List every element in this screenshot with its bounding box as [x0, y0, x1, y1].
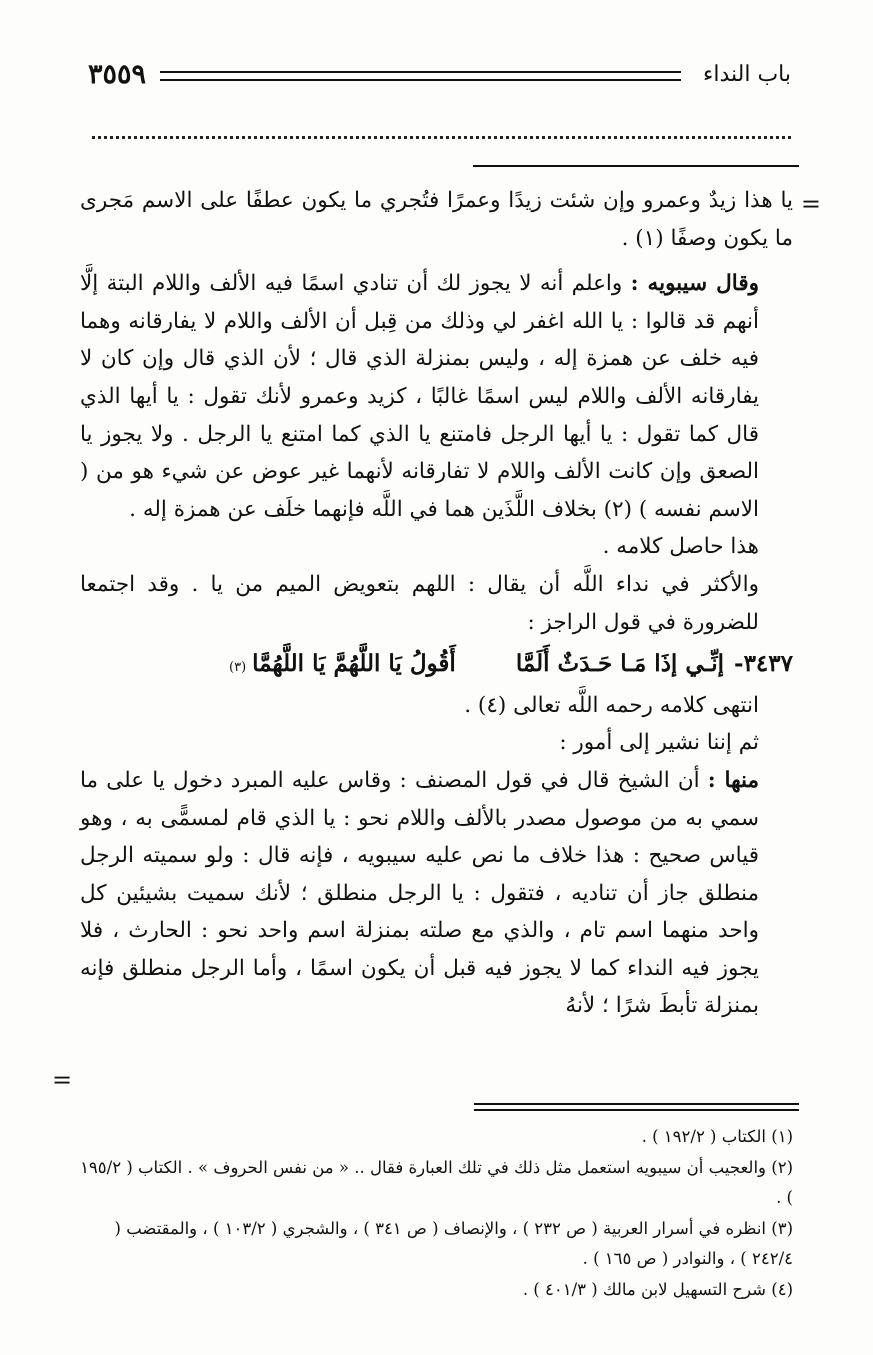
verse-number: ٣٤٣٧-	[734, 650, 793, 678]
poetry-verse	[80, 645, 793, 687]
main-text	[80, 182, 793, 1025]
section-rule	[473, 165, 799, 167]
paragraph-6: ثم إننا نشير إلى أمور :	[559, 730, 759, 756]
header-rule	[160, 71, 681, 81]
minha-lead: منها :	[707, 767, 760, 793]
footnote-2: (٢) والعجيب أن سيبويه استعمل مثل ذلك في تلك العبارة فقال .. « من نفس الحروف » . الكتاب ( ١٩٥/٢ ) .	[80, 1157, 793, 1207]
paragraph-7-text: أن الشيخ قال في قول المصنف : وقاس عليه المبرد دخول يا على ما سمي به من موصول مصدر بالألف واللام نحو : يا الذي قام لمسمًّى به ، وهو قياس صحيح : هذا خلاف ما نص عليه سيبويه ، فإنه قال : ولو سميته الرجل منطلق جاز أن تناديه ، فتقول : يا الرجل منطلق ؛ لأنك سميت بشيئين كل واحد منهما اسم تام ، والذي مع صلته بمنزلة اسم واحد نحو : الحارث ، فلا يجوز فيه النداء كما لا يجوز فيه قبل أن يكون اسمًا ، وأما الرجل منطلق فإنه بمنزلة تأبطَ شرًا ؛ لأنهُ	[80, 767, 759, 1019]
footnote-1: (١) الكتاب ( ١٩٢/٢ ) .	[641, 1127, 793, 1146]
verse-first-hemistich: إنِّـي إذَا مَـا حَـدَثٌ أَلَمَّا	[515, 650, 725, 678]
footnotes	[80, 1122, 793, 1305]
paragraph-4: والأكثر في نداء اللَّه أن يقال : اللهم بتعويض الميم من يا . وقد اجتمعا للضرورة في قول الراجز :	[80, 571, 759, 635]
continuation-mark-start: =	[800, 190, 821, 218]
continuation-mark-end: =	[52, 1066, 73, 1094]
paragraph-3: هذا حاصل كلامه .	[602, 534, 759, 560]
chapter-title: باب النداء	[703, 62, 791, 87]
page-number: ٣٥٥٩	[88, 59, 147, 90]
page-header	[88, 58, 791, 94]
paragraph-1: يا هذا زيدٌ وعمرو وإن شئت زيدًا وعمرًا فتُجري ما يكون عطفًا على الاسم مَجرى ما يكون وصفًا (١) .	[80, 188, 793, 251]
sibawayh-lead: وقال سيبويه :	[630, 271, 759, 297]
verse-second-hemistich: أَقُولُ يَا اللَّهُمَّ يَا اللَّهُمَّا	[252, 650, 456, 678]
paragraph-2	[80, 265, 793, 528]
footnote-4: (٤) شرح التسهيل لابن مالك ( ٤٠١/٣ ) .	[522, 1279, 793, 1299]
paragraph-5: انتهى كلامه رحمه اللَّه تعالى (٤) .	[464, 692, 759, 718]
footnote-rule	[474, 1103, 799, 1111]
paragraph-2-text: واعلم أنه لا يجوز لك أن تنادي اسمًا فيه الألف واللام البتة إلَّا أنهم قد قالوا : يا الله اغفر لي وذلك من قِبل أن الألف واللام لا يفارقانه وهما فيه خلف عن همزة إله ، وليس بمنزلة الذي قال ؛ لأن الذي قال وإن كان لا يفارقانه الألف واللام ليس اسمًا غالبًا ، كزيد وعمرو لأنك تقول : يا أيها الذي قال كما تقول : يا أيها الرجل فامتنع يا الذي كما امتنع يا الرجل . ولا يجوز يا الصعق وإن كانت الألف واللام لا تفارقانه لأنهما غير عوض عن شيء هو من ( الاسم نفسه ) (٢) بخلاف اللَّذَين هما في اللَّه فإنهما خلَف عن همزة إله .	[80, 271, 759, 522]
verse-footnote-ref: (٣)	[229, 660, 247, 676]
paragraph-7	[80, 762, 793, 1025]
dotted-separator	[92, 136, 791, 149]
footnote-3: (٣) انظره في أسرار العربية ( ص ٢٣٢ ) ، والإنصاف ( ص ٣٤١ ) ، والشجري ( ١٠٣/٢ ) ، والمقتضب ( ٢٤٢/٤ ) ، والنوادر ( ص ١٦٥ ) .	[114, 1218, 793, 1268]
